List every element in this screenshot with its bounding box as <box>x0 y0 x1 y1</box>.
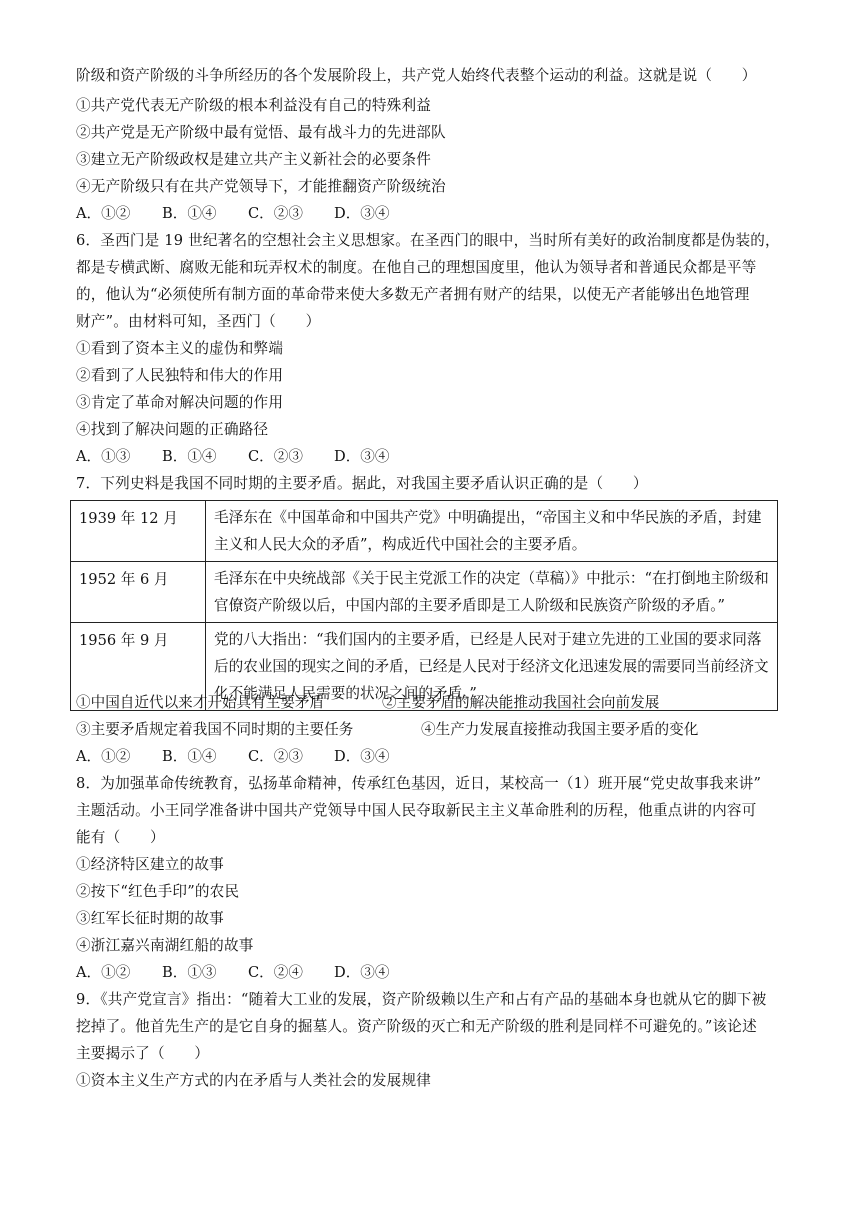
q6-item-4: ④找到了解决问题的正确路径 <box>76 421 269 438</box>
row-date: 1956 年 9 月 <box>71 623 206 711</box>
q8-options <box>76 963 389 983</box>
q6-option-c: C．②③ <box>248 448 303 465</box>
row-text <box>206 562 778 623</box>
row-text-line: 毛泽东在《中国革命和中国共产党》中明确提出，“帝国主义和中华民族的矛盾，封建 <box>214 509 762 526</box>
q9-stem-line-2: 挖掉了。他首先生产的是它自身的掘墓人。资产阶级的灭亡和无产阶级的胜利是同样不可避免的。”该论述 <box>76 1018 757 1035</box>
q8-item-4: ④浙江嘉兴南湖红船的故事 <box>76 937 254 954</box>
q6-stem-line-1: 6．圣西门是 19 世纪著名的空想社会主义思想家。在圣西门的眼中，当时所有美好的政治制度都是伪装的， <box>76 232 780 249</box>
q8-option-b: B．①③ <box>162 964 217 981</box>
row-text-line: 化不能满足人民需要的状况之间的矛盾。” <box>214 685 477 702</box>
q6-options <box>76 447 389 467</box>
row-text-line: 后的农业国的现实之间的矛盾，已经是人民对于经济文化迅速发展的需要同当前经济文 <box>214 658 769 675</box>
row-text <box>206 501 778 562</box>
q6-item-3: ③肯定了革命对解决问题的作用 <box>76 394 284 411</box>
q5-options <box>76 204 389 224</box>
q8-item-3: ③红军长征时期的故事 <box>76 910 224 927</box>
q5-option-b: B．①④ <box>162 205 217 222</box>
q9-stem-line-3: 主要揭示了（ ） <box>76 1045 210 1062</box>
q5-item-4: ④无产阶级只有在共产党领导下，才能推翻资产阶级统治 <box>76 178 446 195</box>
row-date: 1939 年 12 月 <box>71 501 206 562</box>
q7-option-c: C．②③ <box>248 748 303 765</box>
q7-item-1: ①中国自近代以来才开始具有主要矛盾 <box>76 694 325 711</box>
q7-item-3: ③主要矛盾规定着我国不同时期的主要任务 <box>76 721 354 738</box>
q6-item-2: ②看到了人民独特和伟大的作用 <box>76 367 284 384</box>
q6-stem-line-2: 都是专横武断、腐败无能和玩弄权术的制度。在他自己的理想国度里，他认为领导者和普通民众都是平等 <box>76 259 757 276</box>
q7-items-row-2 <box>76 720 698 740</box>
row-text-line: 官僚资产阶级以后，中国内部的主要矛盾即是工人阶级和民族资产阶级的矛盾。” <box>214 597 725 614</box>
q7-options <box>76 747 389 767</box>
q6-stem-line-4: 财产”。由材料可知，圣西门（ ） <box>76 313 321 330</box>
q8-stem-line-2: 主题活动。小王同学准备讲中国共产党领导中国人民夺取新民主主义革命胜利的历程，他重点讲的内容可 <box>76 802 757 819</box>
q6-stem-line-3: 的，他认为“必须使所有制方面的革命带来使大多数无产者拥有财产的结果，以使无产者能够出色地管理 <box>76 286 750 303</box>
q9-stem-line-1: 9．《共产党宣言》指出：“随着大工业的发展，资产阶级赖以生产和占有产品的基础本身也就从它的脚下被 <box>76 991 767 1008</box>
row-date: 1952 年 6 月 <box>71 562 206 623</box>
q8-option-a: A．①② <box>76 964 131 981</box>
q6-option-d: D．③④ <box>334 448 390 465</box>
q7-material-table <box>70 500 778 711</box>
q7-item-2: ②主要矛盾的解决能推动我国社会向前发展 <box>382 694 660 711</box>
q5-stem: 阶级和资产阶级的斗争所经历的各个发展阶段上，共产党人始终代表整个运动的利益。这就是说（ ） <box>76 67 757 84</box>
q6-option-a: A．①③ <box>76 448 131 465</box>
q6-option-b: B．①④ <box>162 448 217 465</box>
q6-item-1: ①看到了资本主义的虚伪和弊端 <box>76 340 284 357</box>
q5-item-2: ②共产党是无产阶级中最有觉悟、最有战斗力的先进部队 <box>76 124 446 141</box>
q8-option-c: C．②④ <box>248 964 303 981</box>
q8-item-2: ②按下“红色手印”的农民 <box>76 883 240 900</box>
table-row <box>71 501 778 562</box>
q8-item-1: ①经济特区建立的故事 <box>76 856 224 873</box>
q5-option-c: C．②③ <box>248 205 303 222</box>
row-text-line: 主义和人民大众的矛盾”，构成近代中国社会的主要矛盾。 <box>214 536 587 553</box>
q5-option-a: A．①② <box>76 205 131 222</box>
q5-item-3: ③建立无产阶级政权是建立共产主义新社会的必要条件 <box>76 151 432 168</box>
q9-item-1: ①资本主义生产方式的内在矛盾与人类社会的发展规律 <box>76 1072 432 1089</box>
q7-items-row-1 <box>76 693 659 713</box>
q7-item-4: ④生产力发展直接推动我国主要矛盾的变化 <box>421 721 699 738</box>
q5-item-1: ①共产党代表无产阶级的根本利益没有自己的特殊利益 <box>76 97 432 114</box>
q7-option-a: A．①② <box>76 748 131 765</box>
q8-stem-line-3: 能有（ ） <box>76 829 165 846</box>
q8-option-d: D．③④ <box>334 964 390 981</box>
row-text-line: 毛泽东在中央统战部《关于民主党派工作的决定（草稿）》中批示：“在打倒地主阶级和 <box>214 570 769 587</box>
q7-option-b: B．①④ <box>162 748 217 765</box>
table-row <box>71 562 778 623</box>
q7-stem: 7．下列史料是我国不同时期的主要矛盾。据此，对我国主要矛盾认识正确的是（ ） <box>76 475 648 492</box>
row-text-line: 党的八大指出：“我们国内的主要矛盾，已经是人民对于建立先进的工业国的要求同落 <box>214 631 762 648</box>
q8-stem-line-1: 8．为加强革命传统教育，弘扬革命精神，传承红色基因，近日，某校高一（1）班开展“党史故事我来讲” <box>76 775 762 792</box>
q7-option-d: D．③④ <box>334 748 390 765</box>
q5-option-d: D．③④ <box>334 205 390 222</box>
